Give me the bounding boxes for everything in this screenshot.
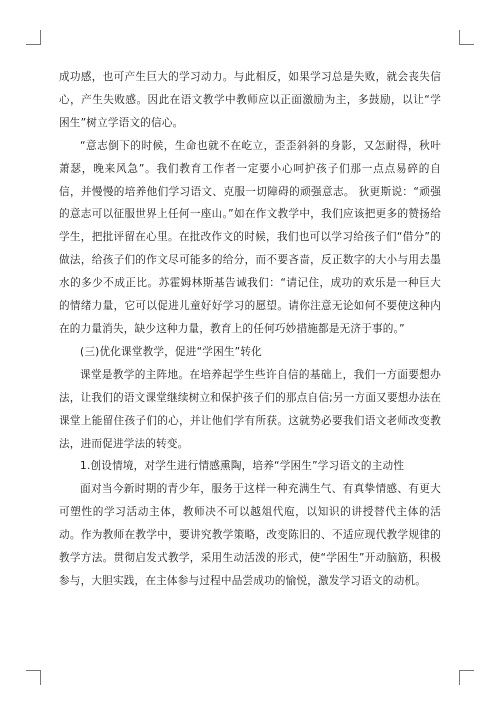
section-heading: (三)优化课堂教学，促进“学困生”转化 xyxy=(80,345,262,358)
paragraph-teaching: 面对当今新时期的青少年，服务于这样一种充满生气、有真挚情感、有更大可塑性的学习活动主体，教师决不可以越俎代庖，以知识的讲授替代主体的活动。作为教师在教学中，要讲究教学策略，改变陈旧的、不适应现代教学规律的教学方法。贯彻启发式教学，采用生动活泼的形式，使“学困生”开动脑筋，积极参与，大胆实践，在主体参与过程中品尝成功的愉悦，激发学习语文的动机。 xyxy=(59,483,441,587)
document-body xyxy=(59,66,441,593)
subsection-heading: 1.创设情境，对学生进行情感熏陶，培养“学困生”学习语文的主动性 xyxy=(80,460,405,473)
crop-mark-top-left xyxy=(26,30,41,45)
paragraph-classroom: 课堂是教学的主阵地。在培养起学生些许自信的基础上，我们一方面要想办法，让我们的语文课堂继续树立和保护孩子们的那点自信;另一方面又要想办法在课堂上能留住孩子们的心，并让他们学有所获。这就势必要我们语文老师改变教法，进而促进学法的转变。 xyxy=(59,368,441,450)
paragraph-continuation: 成功感，也可产生巨大的学习动力。与此相反，如果学习总是失败，就会丧失信心，产生失败感。因此在语文教学中教师应以正面激励为主，多鼓励，以让“学困生”树立学语文的信心。 xyxy=(59,71,441,129)
crop-mark-top-right xyxy=(459,30,474,45)
crop-mark-bottom-right xyxy=(459,670,474,685)
paragraph-quote: “意志倒下的时候，生命也就不在屹立，歪歪斜斜的身影，又怎耐得，秋叶萧瑟，晚来风急”。我们教育工作者一定要小心呵护孩子们那一点点易碎的自信，并慢慢的培养他们学习语文、克服一切障碍的顽强意志。 狄更斯说：“顽强的意志可以征服世界上任何一座山。”如在作文教学中，我们应该把更多的赞扬给学生，把批评留在心里。在批改作文的时候，我们也可以学习给孩子们“借分”的做法，给孩子们的作文尽可能多的给分，而不要吝啬，反正数字的大小与用去墨水的多少不成正比。苏霍姆林斯基告诫我们：“请记住，成功的欢乐是一种巨大的情绪力量，它可以促进儿童好好学习的愿望。请你注意无论如何不要使这种内在的力量消失，缺少这种力量，教育上的任何巧妙措施都是无济于事的。” xyxy=(59,139,441,335)
crop-mark-bottom-left xyxy=(26,670,41,685)
